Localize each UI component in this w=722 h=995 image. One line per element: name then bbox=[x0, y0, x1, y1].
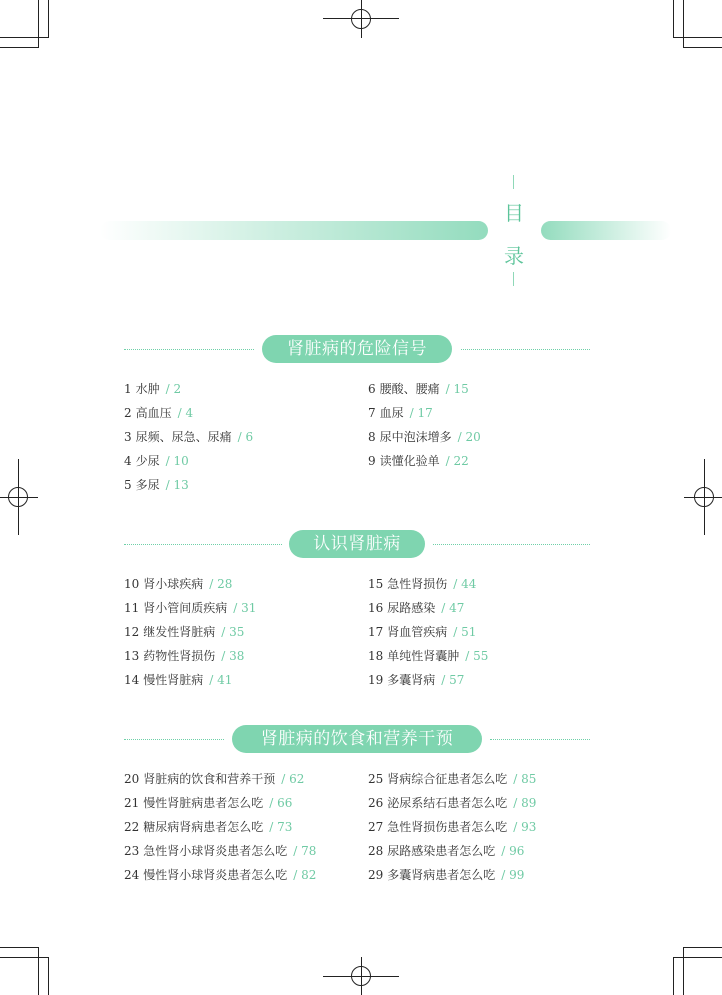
registration-mark-bottom bbox=[323, 957, 399, 995]
entry-title: 急性肾损伤 bbox=[387, 577, 448, 591]
entry-page: / 28 bbox=[209, 577, 233, 591]
entry-page: / 93 bbox=[513, 820, 537, 834]
toc-entry[interactable] bbox=[368, 843, 524, 859]
toc-entry[interactable] bbox=[368, 648, 488, 664]
entry-page: / 22 bbox=[445, 454, 469, 468]
entry-title: 水肿 bbox=[135, 382, 160, 396]
toc-entry[interactable] bbox=[124, 477, 189, 493]
toc-entry[interactable] bbox=[124, 819, 292, 835]
entry-number: 14 bbox=[124, 673, 140, 687]
crop-mark bbox=[674, 37, 722, 38]
toc-entry[interactable] bbox=[124, 600, 256, 616]
entry-title: 药物性肾损伤 bbox=[143, 649, 216, 663]
toc-entry[interactable] bbox=[368, 672, 464, 688]
entry-title: 少尿 bbox=[135, 454, 160, 468]
entry-page: / 35 bbox=[221, 625, 245, 639]
crop-mark bbox=[683, 947, 684, 995]
toc-entry[interactable] bbox=[368, 771, 536, 787]
crop-mark bbox=[674, 957, 722, 958]
entry-number: 13 bbox=[124, 649, 140, 663]
entry-page: / 96 bbox=[501, 844, 525, 858]
registration-mark-right bbox=[684, 459, 722, 535]
crop-mark bbox=[0, 47, 38, 48]
entry-page: / 62 bbox=[281, 772, 305, 786]
toc-entry[interactable] bbox=[124, 429, 253, 445]
entry-number: 6 bbox=[368, 382, 376, 396]
toc-entry[interactable] bbox=[124, 405, 193, 421]
entry-title: 继发性肾脏病 bbox=[143, 625, 216, 639]
entry-title: 多囊肾病患者怎么吃 bbox=[387, 868, 496, 882]
entry-page: / 44 bbox=[453, 577, 477, 591]
crop-mark bbox=[673, 0, 674, 38]
entry-title: 肾血管疾病 bbox=[387, 625, 448, 639]
entry-title: 肾病综合征患者怎么吃 bbox=[387, 772, 508, 786]
toc-entry[interactable] bbox=[124, 648, 244, 664]
entry-number: 23 bbox=[124, 844, 140, 858]
registration-mark-top bbox=[323, 0, 399, 38]
toc-title-char-1: 目 bbox=[504, 201, 524, 225]
entry-title: 高血压 bbox=[135, 406, 172, 420]
section-divider bbox=[124, 544, 282, 545]
crop-mark bbox=[48, 957, 49, 995]
section-divider bbox=[124, 739, 224, 740]
entry-title: 慢性肾脏病患者怎么吃 bbox=[143, 796, 264, 810]
entry-page: / 10 bbox=[165, 454, 189, 468]
entry-number: 25 bbox=[368, 772, 384, 786]
entry-title: 慢性肾脏病 bbox=[143, 673, 204, 687]
entry-number: 5 bbox=[124, 478, 132, 492]
entry-page: / 85 bbox=[513, 772, 537, 786]
title-bar-bottom bbox=[513, 272, 514, 286]
crop-mark bbox=[0, 37, 48, 38]
entry-number: 10 bbox=[124, 577, 140, 591]
entry-title: 尿路感染患者怎么吃 bbox=[387, 844, 496, 858]
entry-title: 急性肾小球肾炎患者怎么吃 bbox=[143, 844, 288, 858]
crop-mark bbox=[0, 947, 38, 948]
entry-page: / 6 bbox=[237, 430, 254, 444]
entry-number: 8 bbox=[368, 430, 376, 444]
entry-title: 尿频、尿急、尿痛 bbox=[135, 430, 232, 444]
crop-mark bbox=[48, 0, 49, 38]
crop-mark bbox=[673, 957, 674, 995]
section-heading: 肾脏病的危险信号 bbox=[262, 335, 452, 363]
toc-entry[interactable] bbox=[124, 771, 304, 787]
entry-number: 17 bbox=[368, 625, 384, 639]
section-divider bbox=[433, 544, 590, 545]
toc-entry[interactable] bbox=[368, 795, 536, 811]
entry-page: / 66 bbox=[269, 796, 293, 810]
entry-number: 7 bbox=[368, 406, 376, 420]
toc-entry[interactable] bbox=[368, 624, 476, 640]
entry-page: / 99 bbox=[501, 868, 525, 882]
toc-entry[interactable] bbox=[124, 453, 189, 469]
entry-number: 12 bbox=[124, 625, 140, 639]
entry-title: 多囊肾病 bbox=[387, 673, 436, 687]
toc-entry[interactable] bbox=[124, 843, 316, 859]
entry-page: / 51 bbox=[453, 625, 477, 639]
entry-number: 19 bbox=[368, 673, 384, 687]
section-divider bbox=[461, 349, 590, 350]
entry-title: 单纯性肾囊肿 bbox=[387, 649, 460, 663]
entry-page: / 89 bbox=[513, 796, 537, 810]
toc-entry[interactable] bbox=[124, 381, 181, 397]
toc-entry[interactable] bbox=[124, 576, 232, 592]
entry-page: / 55 bbox=[465, 649, 489, 663]
entry-number: 1 bbox=[124, 382, 132, 396]
entry-number: 3 bbox=[124, 430, 132, 444]
entry-number: 20 bbox=[124, 772, 140, 786]
section-heading: 认识肾脏病 bbox=[289, 530, 425, 558]
entry-title: 尿中泡沫增多 bbox=[379, 430, 452, 444]
section-heading: 肾脏病的饮食和营养干预 bbox=[232, 725, 482, 753]
toc-entry[interactable] bbox=[368, 600, 464, 616]
toc-entry[interactable] bbox=[368, 576, 476, 592]
crop-mark bbox=[38, 947, 39, 995]
entry-page: / 20 bbox=[457, 430, 481, 444]
entry-title: 尿路感染 bbox=[387, 601, 436, 615]
entry-number: 16 bbox=[368, 601, 384, 615]
entry-number: 2 bbox=[124, 406, 132, 420]
entry-page: / 73 bbox=[269, 820, 293, 834]
entry-number: 18 bbox=[368, 649, 384, 663]
entry-number: 26 bbox=[368, 796, 384, 810]
toc-entry[interactable] bbox=[368, 867, 524, 883]
entry-number: 15 bbox=[368, 577, 384, 591]
toc-entry[interactable] bbox=[368, 453, 469, 469]
entry-page: / 47 bbox=[441, 601, 465, 615]
crop-mark bbox=[683, 0, 684, 48]
toc-entry[interactable] bbox=[124, 624, 244, 640]
toc-entry[interactable] bbox=[368, 405, 433, 421]
crop-mark bbox=[0, 957, 48, 958]
entry-page: / 41 bbox=[209, 673, 233, 687]
entry-title: 腰酸、腰痛 bbox=[379, 382, 440, 396]
title-bar-top bbox=[513, 175, 514, 189]
entry-title: 肾脏病的饮食和营养干预 bbox=[143, 772, 276, 786]
entry-page: / 15 bbox=[445, 382, 469, 396]
entry-number: 21 bbox=[124, 796, 140, 810]
section-divider bbox=[490, 739, 590, 740]
toc-title-char-2: 录 bbox=[504, 244, 524, 268]
entry-title: 泌尿系结石患者怎么吃 bbox=[387, 796, 508, 810]
entry-page: / 2 bbox=[165, 382, 182, 396]
toc-entry[interactable] bbox=[124, 867, 316, 883]
entry-number: 4 bbox=[124, 454, 132, 468]
entry-number: 29 bbox=[368, 868, 384, 882]
entry-number: 11 bbox=[124, 601, 140, 615]
entry-title: 肾小球疾病 bbox=[143, 577, 204, 591]
entry-page: / 4 bbox=[177, 406, 194, 420]
entry-title: 肾小管间质疾病 bbox=[143, 601, 228, 615]
entry-title: 慢性肾小球肾炎患者怎么吃 bbox=[143, 868, 288, 882]
registration-mark-left bbox=[0, 459, 38, 535]
entry-title: 血尿 bbox=[379, 406, 404, 420]
title-band-left bbox=[100, 221, 488, 240]
entry-number: 27 bbox=[368, 820, 384, 834]
entry-number: 9 bbox=[368, 454, 376, 468]
entry-number: 22 bbox=[124, 820, 140, 834]
toc-entry[interactable] bbox=[124, 795, 292, 811]
toc-entry[interactable] bbox=[368, 381, 469, 397]
entry-page: / 38 bbox=[221, 649, 245, 663]
toc-entry[interactable] bbox=[124, 672, 232, 688]
entry-page: / 78 bbox=[293, 844, 317, 858]
entry-number: 28 bbox=[368, 844, 384, 858]
title-band-right bbox=[541, 221, 671, 240]
entry-number: 24 bbox=[124, 868, 140, 882]
entry-page: / 31 bbox=[233, 601, 257, 615]
crop-mark bbox=[684, 947, 722, 948]
entry-page: / 17 bbox=[409, 406, 433, 420]
section-divider bbox=[124, 349, 254, 350]
entry-title: 读懂化验单 bbox=[379, 454, 440, 468]
toc-entry[interactable] bbox=[368, 429, 481, 445]
entry-page: / 82 bbox=[293, 868, 317, 882]
entry-page: / 13 bbox=[165, 478, 189, 492]
entry-title: 多尿 bbox=[135, 478, 160, 492]
entry-title: 糖尿病肾病患者怎么吃 bbox=[143, 820, 264, 834]
entry-page: / 57 bbox=[441, 673, 465, 687]
crop-mark bbox=[38, 0, 39, 48]
toc-entry[interactable] bbox=[368, 819, 536, 835]
entry-title: 急性肾损伤患者怎么吃 bbox=[387, 820, 508, 834]
crop-mark bbox=[684, 47, 722, 48]
